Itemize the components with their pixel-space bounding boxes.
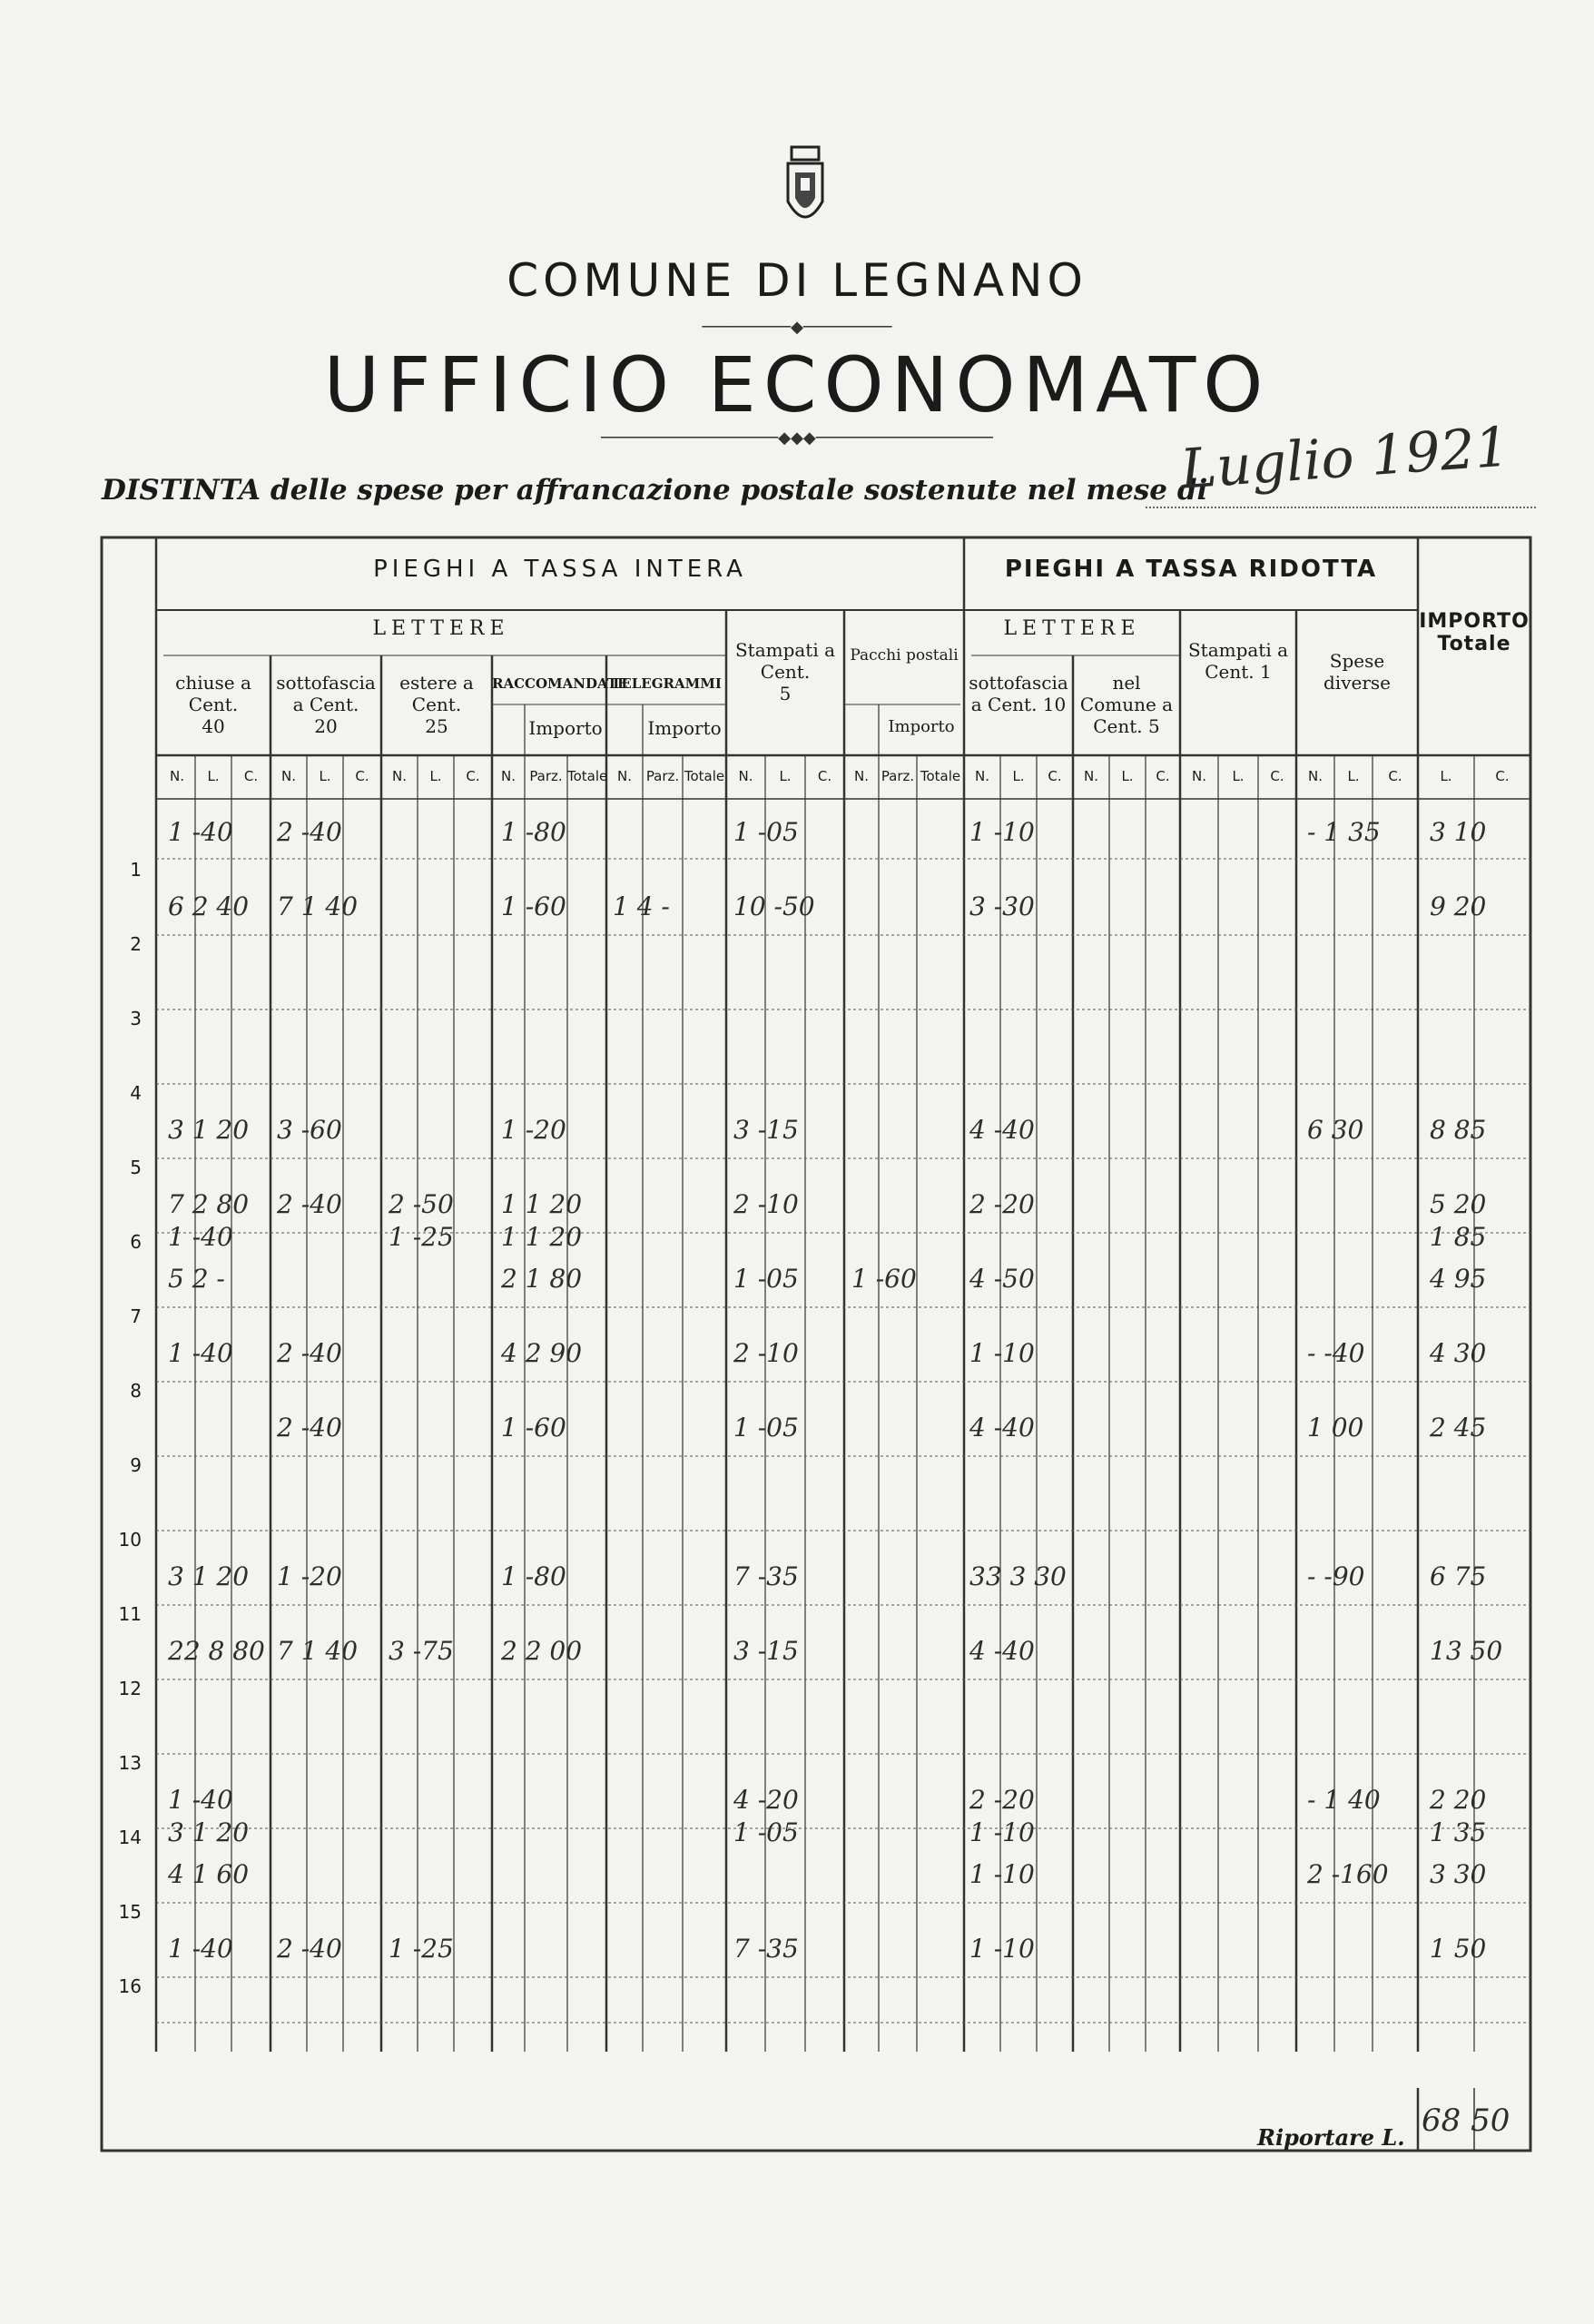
sub-label: L. bbox=[1440, 768, 1452, 784]
row-number: 3 bbox=[130, 1008, 142, 1029]
entry-spese: 6 30 bbox=[1307, 1115, 1364, 1145]
header-stampati-1: Stampati a Cent. 1 bbox=[1187, 639, 1289, 683]
distinta-line: DISTINTA delle spese per affrancazione postale sostenute nel mese di bbox=[102, 474, 1208, 507]
header-stampati bbox=[726, 639, 844, 704]
sub-label: C. bbox=[817, 768, 832, 784]
sub-label: N. bbox=[1084, 768, 1098, 784]
estere-value: 25 bbox=[425, 715, 448, 737]
entry-sottofascia: 3 -60 bbox=[277, 1115, 342, 1145]
header-pacchi-importo: Importo bbox=[888, 717, 955, 736]
entry-totale: 2 20 bbox=[1430, 1785, 1487, 1815]
row-number: 15 bbox=[118, 1901, 142, 1923]
entry-spese: - -40 bbox=[1307, 1338, 1365, 1368]
entry-raccomandate: 4 2 90 bbox=[501, 1338, 583, 1368]
header-estere bbox=[381, 672, 492, 737]
entry-sottofascia10: 1 -10 bbox=[969, 1817, 1035, 1847]
entry-sottofascia10: 2 -20 bbox=[969, 1785, 1035, 1815]
ornament-rule-1: ─────────◆───────── bbox=[702, 318, 892, 337]
entry-stampati: 1 -05 bbox=[733, 817, 799, 847]
entry-spese: - -90 bbox=[1307, 1561, 1365, 1591]
entry-stampati: 7 -35 bbox=[733, 1934, 799, 1964]
entry-chiuse: 4 1 60 bbox=[168, 1859, 250, 1889]
entry-totale: 13 50 bbox=[1430, 1636, 1503, 1666]
entry-totale: 1 50 bbox=[1430, 1934, 1487, 1964]
entry-sottofascia: 2 -40 bbox=[277, 1413, 342, 1443]
sub-label: C. bbox=[1388, 768, 1402, 784]
entry-sottofascia: 2 -40 bbox=[277, 1189, 342, 1219]
entry-raccomandate: 1 -20 bbox=[501, 1115, 566, 1145]
sub-label: N. bbox=[170, 768, 184, 784]
entry-totale: 4 95 bbox=[1430, 1264, 1487, 1294]
header-lettere: LETTERE bbox=[372, 617, 510, 640]
entry-totale: 1 35 bbox=[1430, 1817, 1487, 1847]
entry-stampati: 2 -10 bbox=[733, 1189, 799, 1219]
entry-sottofascia: 2 -40 bbox=[277, 1934, 342, 1964]
entry-stampati: 2 -10 bbox=[733, 1338, 799, 1368]
entry-pacchi: 1 -60 bbox=[851, 1264, 917, 1294]
sub-label: N. bbox=[392, 768, 407, 784]
entry-chiuse: 1 -40 bbox=[168, 1338, 233, 1368]
sub-label: L. bbox=[1121, 768, 1134, 784]
entry-sottofascia10: 1 -10 bbox=[969, 1859, 1035, 1889]
entry-sottofascia10: 2 -20 bbox=[969, 1189, 1035, 1219]
entry-totale: 6 75 bbox=[1430, 1561, 1487, 1591]
sottofascia-label: sottofascia a Cent. bbox=[276, 672, 376, 715]
entry-totale: 5 20 bbox=[1430, 1189, 1487, 1219]
row-number: 5 bbox=[130, 1157, 142, 1178]
header-sottofascia bbox=[271, 672, 381, 737]
entry-totale: 3 30 bbox=[1430, 1859, 1487, 1889]
entry-stampati: 4 -20 bbox=[733, 1785, 799, 1815]
sub-label: C. bbox=[1270, 768, 1284, 784]
sub-label: L. bbox=[779, 768, 792, 784]
sub-label: C. bbox=[1048, 768, 1062, 784]
sub-label: Parz. bbox=[645, 768, 680, 784]
sub-label: C. bbox=[1495, 768, 1510, 784]
sub-label: N. bbox=[1308, 768, 1323, 784]
chiuse-value: 40 bbox=[202, 715, 225, 737]
sub-label: C. bbox=[1156, 768, 1170, 784]
row-number: 1 bbox=[130, 859, 142, 881]
entry-spese: - 1 40 bbox=[1307, 1785, 1381, 1815]
row-number: 13 bbox=[118, 1752, 142, 1774]
riportare-label: Riportare L. bbox=[1257, 2124, 1405, 2151]
header-chiuse bbox=[156, 672, 271, 737]
entry-raccomandate: 1 1 20 bbox=[501, 1222, 583, 1252]
sub-label: L. bbox=[429, 768, 442, 784]
row-number: 2 bbox=[130, 933, 142, 955]
entry-stampati: 1 -05 bbox=[733, 1413, 799, 1443]
header-sottofascia-10: sottofascia a Cent. 10 bbox=[969, 672, 1068, 715]
entry-stampati: 3 -15 bbox=[733, 1636, 799, 1666]
sub-label: L. bbox=[1232, 768, 1245, 784]
header-pacchi: Pacchi postali bbox=[850, 646, 959, 665]
header-spese-diverse: Spese diverse bbox=[1323, 650, 1391, 694]
entry-sottofascia10: 3 -30 bbox=[969, 891, 1035, 921]
entry-chiuse: 3 1 20 bbox=[168, 1561, 250, 1591]
entry-sottofascia10: 1 -10 bbox=[969, 817, 1035, 847]
entry-stampati: 1 -05 bbox=[733, 1817, 799, 1847]
entry-sottofascia10: 4 -40 bbox=[969, 1413, 1035, 1443]
entry-stampati: 10 -50 bbox=[733, 891, 815, 921]
ufficio-title: UFFICIO ECONOMATO bbox=[323, 340, 1271, 429]
entry-sottofascia10: 1 -10 bbox=[969, 1338, 1035, 1368]
sub-label: N. bbox=[501, 768, 516, 784]
sub-label: N. bbox=[975, 768, 989, 784]
row-number: 7 bbox=[130, 1305, 142, 1327]
sub-label: Totale bbox=[567, 768, 608, 784]
header-pieghi-intera: PIEGHI A TASSA INTERA bbox=[373, 556, 747, 583]
entry-sottofascia10: 4 -50 bbox=[969, 1264, 1035, 1294]
entry-estere: 2 -50 bbox=[389, 1189, 454, 1219]
sub-label: N. bbox=[281, 768, 296, 784]
row-number: 12 bbox=[118, 1678, 142, 1699]
sub-label: Totale bbox=[684, 768, 725, 784]
entry-estere: 3 -75 bbox=[389, 1636, 454, 1666]
entry-chiuse: 1 -40 bbox=[168, 1934, 233, 1964]
header-pieghi-ridotta: PIEGHI A TASSA RIDOTTA bbox=[1004, 556, 1378, 583]
row-number: 14 bbox=[118, 1827, 142, 1848]
row-number: 8 bbox=[130, 1380, 142, 1402]
sub-label: Parz. bbox=[881, 768, 915, 784]
entry-sottofascia10: 1 -10 bbox=[969, 1934, 1035, 1964]
header-nel-comune: nel Comune a Cent. 5 bbox=[1079, 672, 1174, 737]
entry-totale: 1 85 bbox=[1430, 1222, 1487, 1252]
entry-spese: - 1 35 bbox=[1307, 817, 1381, 847]
row-number: 16 bbox=[118, 1975, 142, 1997]
entry-sottofascia: 2 -40 bbox=[277, 817, 342, 847]
chiuse-label: chiuse a Cent. bbox=[175, 672, 251, 715]
entry-spese: 1 00 bbox=[1307, 1413, 1364, 1443]
stampati-label: Stampati a Cent. bbox=[734, 639, 836, 683]
entry-totale: 3 10 bbox=[1430, 817, 1487, 847]
sottofascia-value: 20 bbox=[314, 715, 338, 737]
sub-label: Totale bbox=[920, 768, 961, 784]
entry-sottofascia10: 4 -40 bbox=[969, 1636, 1035, 1666]
entry-spese: 2 -160 bbox=[1307, 1859, 1389, 1889]
entry-sottofascia10: 4 -40 bbox=[969, 1115, 1035, 1145]
comune-title: COMUNE DI LEGNANO bbox=[507, 254, 1087, 307]
header-telegrammi-importo: Importo bbox=[647, 717, 722, 739]
sub-label: L. bbox=[1347, 768, 1360, 784]
entry-raccomandate: 1 -80 bbox=[501, 817, 566, 847]
header-lettere-ridotta: LETTERE bbox=[1003, 617, 1141, 640]
stampati-value: 5 bbox=[779, 683, 792, 704]
sub-label: C. bbox=[243, 768, 259, 784]
ornament-rule-2: ──────────────────◆◆◆────────────────── bbox=[601, 428, 993, 448]
row-number: 4 bbox=[130, 1082, 142, 1104]
entry-chiuse: 1 -40 bbox=[168, 1785, 233, 1815]
entry-stampati: 1 -05 bbox=[733, 1264, 799, 1294]
entry-sottofascia10: 33 3 30 bbox=[969, 1561, 1067, 1591]
entry-raccomandate: 1 -60 bbox=[501, 891, 566, 921]
entry-sottofascia: 7 1 40 bbox=[277, 1636, 359, 1666]
entry-telegrammi: 1 4 - bbox=[613, 891, 670, 921]
entry-raccomandate: 2 2 00 bbox=[501, 1636, 583, 1666]
header-raccomandate-importo: Importo bbox=[528, 717, 603, 739]
entry-stampati: 7 -35 bbox=[733, 1561, 799, 1591]
entry-raccomandate: 2 1 80 bbox=[501, 1264, 583, 1294]
entry-chiuse: 5 2 - bbox=[168, 1264, 225, 1294]
entry-chiuse: 6 2 40 bbox=[168, 891, 250, 921]
estere-label: estere a Cent. bbox=[399, 672, 474, 715]
row-number: 11 bbox=[118, 1603, 142, 1625]
header-raccomandate: RACCOMANDATE bbox=[492, 675, 628, 692]
header-importo-totale: IMPORTO Totale bbox=[1419, 610, 1530, 655]
entry-raccomandate: 1 1 20 bbox=[501, 1189, 583, 1219]
entry-totale: 9 20 bbox=[1430, 891, 1487, 921]
entry-chiuse: 7 2 80 bbox=[168, 1189, 250, 1219]
sub-label: L. bbox=[1012, 768, 1025, 784]
riportare-value: 68 50 bbox=[1422, 2102, 1510, 2139]
sub-label: C. bbox=[466, 768, 480, 784]
row-number: 10 bbox=[118, 1529, 142, 1551]
sub-label: C. bbox=[355, 768, 369, 784]
header-telegrammi: TELEGRAMMI bbox=[611, 675, 722, 692]
entry-estere: 1 -25 bbox=[389, 1934, 454, 1964]
entry-chiuse: 1 -40 bbox=[168, 1222, 233, 1252]
entry-chiuse: 1 -40 bbox=[168, 817, 233, 847]
row-number: 9 bbox=[130, 1454, 142, 1476]
entry-sottofascia: 7 1 40 bbox=[277, 891, 359, 921]
entry-totale: 8 85 bbox=[1430, 1115, 1487, 1145]
sub-label: L. bbox=[319, 768, 331, 784]
entry-chiuse: 22 8 80 bbox=[168, 1636, 265, 1666]
entry-sottofascia: 1 -20 bbox=[277, 1561, 342, 1591]
row-number: 6 bbox=[130, 1231, 142, 1253]
entry-raccomandate: 1 -80 bbox=[501, 1561, 566, 1591]
month-handwritten: Luglio 1921 bbox=[1178, 415, 1512, 502]
entry-stampati: 3 -15 bbox=[733, 1115, 799, 1145]
entry-sottofascia: 2 -40 bbox=[277, 1338, 342, 1368]
entry-chiuse: 3 1 20 bbox=[168, 1115, 250, 1145]
sub-label: N. bbox=[854, 768, 869, 784]
entry-raccomandate: 1 -60 bbox=[501, 1413, 566, 1443]
sub-label: N. bbox=[617, 768, 632, 784]
entry-estere: 1 -25 bbox=[389, 1222, 454, 1252]
entry-totale: 2 45 bbox=[1430, 1413, 1487, 1443]
sub-label: N. bbox=[738, 768, 753, 784]
entry-totale: 4 30 bbox=[1430, 1338, 1487, 1368]
sub-label: N. bbox=[1192, 768, 1206, 784]
entry-chiuse: 3 1 20 bbox=[168, 1817, 250, 1847]
sub-label: Parz. bbox=[529, 768, 563, 784]
sub-label: L. bbox=[207, 768, 220, 784]
